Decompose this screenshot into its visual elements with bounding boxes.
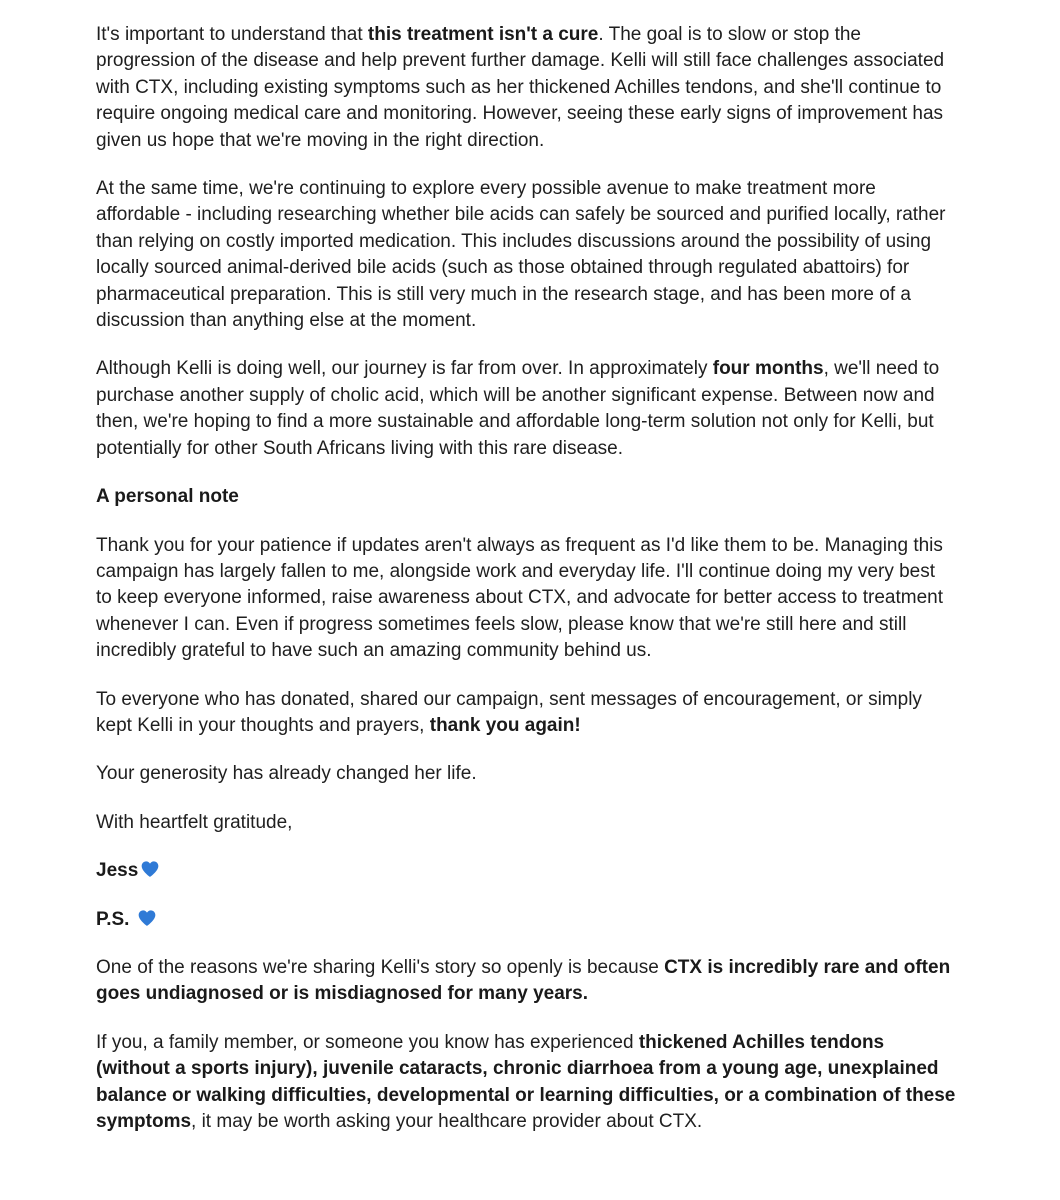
- signature-name: Jess: [96, 860, 139, 882]
- paragraph-text: , we'll need to purchase another supply of cholic acid, which will be another significant expense. Between now and then, we're hoping to find a more sustainable and affordable long-term solution not only for Kelli, but potentially for other South Africans living with this rare disease.: [96, 358, 940, 459]
- paragraph-thank-donors: [96, 687, 956, 740]
- ps-line: [96, 907, 956, 933]
- bold-text: four months: [712, 358, 824, 380]
- paragraph-text: One of the reasons we're sharing Kelli's story so openly is because: [96, 956, 665, 978]
- paragraph-journey: [96, 356, 956, 462]
- paragraph-symptoms: [96, 1030, 956, 1136]
- section-heading: [96, 484, 956, 510]
- paragraph-text: , it may be worth asking your healthcare provider about CTX.: [191, 1111, 703, 1132]
- paragraph-text: It's important to understand that: [96, 24, 368, 45]
- document-body: [96, 22, 956, 1157]
- blue-heart-icon: [137, 908, 157, 928]
- bold-text: thickened Achilles tendons (without a sports injury), juvenile cataracts, chronic diarrhoea from a young age, unexplained balance or walking difficulties, developmental or learning difficulties, or a combination of these symptoms: [96, 1031, 956, 1132]
- ps-label: P.S.: [96, 908, 135, 930]
- signature-line: [96, 858, 956, 884]
- paragraph-affordable-treatment: At the same time, we're continuing to explore every possible avenue to make treatment more affordable - including researching whether bile acids can safely be sourced and purified locally, rather than relying on costly imported medication. This includes discussions around the possibility of using locally sourced animal-derived bile acids (such as those obtained through regulated abattoirs) for pharmaceutical preparation. This is still very much in the research stage, and has been more of a discussion than anything else at the moment.: [96, 178, 946, 332]
- paragraph-generosity: Your generosity has already changed her life.: [96, 763, 477, 785]
- paragraph-treatment-not-cure: [96, 22, 956, 154]
- heading-text: A personal note: [96, 486, 239, 508]
- paragraph-text: If you, a family member, or someone you know has experienced: [96, 1031, 639, 1053]
- bold-text: CTX is incredibly rare and often goes undiagnosed or is misdiagnosed for many years.: [96, 956, 951, 1005]
- paragraph-text: Although Kelli is doing well, our journey is far from over. In approximately: [96, 358, 713, 380]
- paragraph-closing: With heartfelt gratitude,: [96, 811, 293, 833]
- bold-text: thank you again!: [429, 714, 581, 736]
- paragraph-text: . The goal is to slow or stop the progression of the disease and help prevent further damage. Kelli will still face challenges associated with CTX, including existing symptoms such as her thickened Achilles tendons, and she'll continue to require ongoing medical care and monitoring. However, seeing these early signs of improvement has given us hope that we're moving in the right direction.: [96, 24, 945, 151]
- paragraph-text: To everyone who has donated, shared our campaign, sent messages of encouragement, or simply kept Kelli in your thoughts and prayers,: [96, 688, 922, 736]
- paragraph-ctx-rare: [96, 955, 956, 1008]
- bold-text: this treatment isn't a cure: [367, 24, 599, 45]
- paragraph-thank-you-patience: Thank you for your patience if updates aren't always as frequent as I'd like them to be. Managing this campaign has largely fallen to me, alongside work and everyday life. I'll continue doing my very best to keep everyone informed, raise awareness about CTX, and advocate for better access to treatment whenever I can. Even if progress sometimes feels slow, please know that we're still here and still incredibly grateful to have such an amazing community behind us.: [96, 534, 944, 662]
- blue-heart-icon: [140, 859, 160, 879]
